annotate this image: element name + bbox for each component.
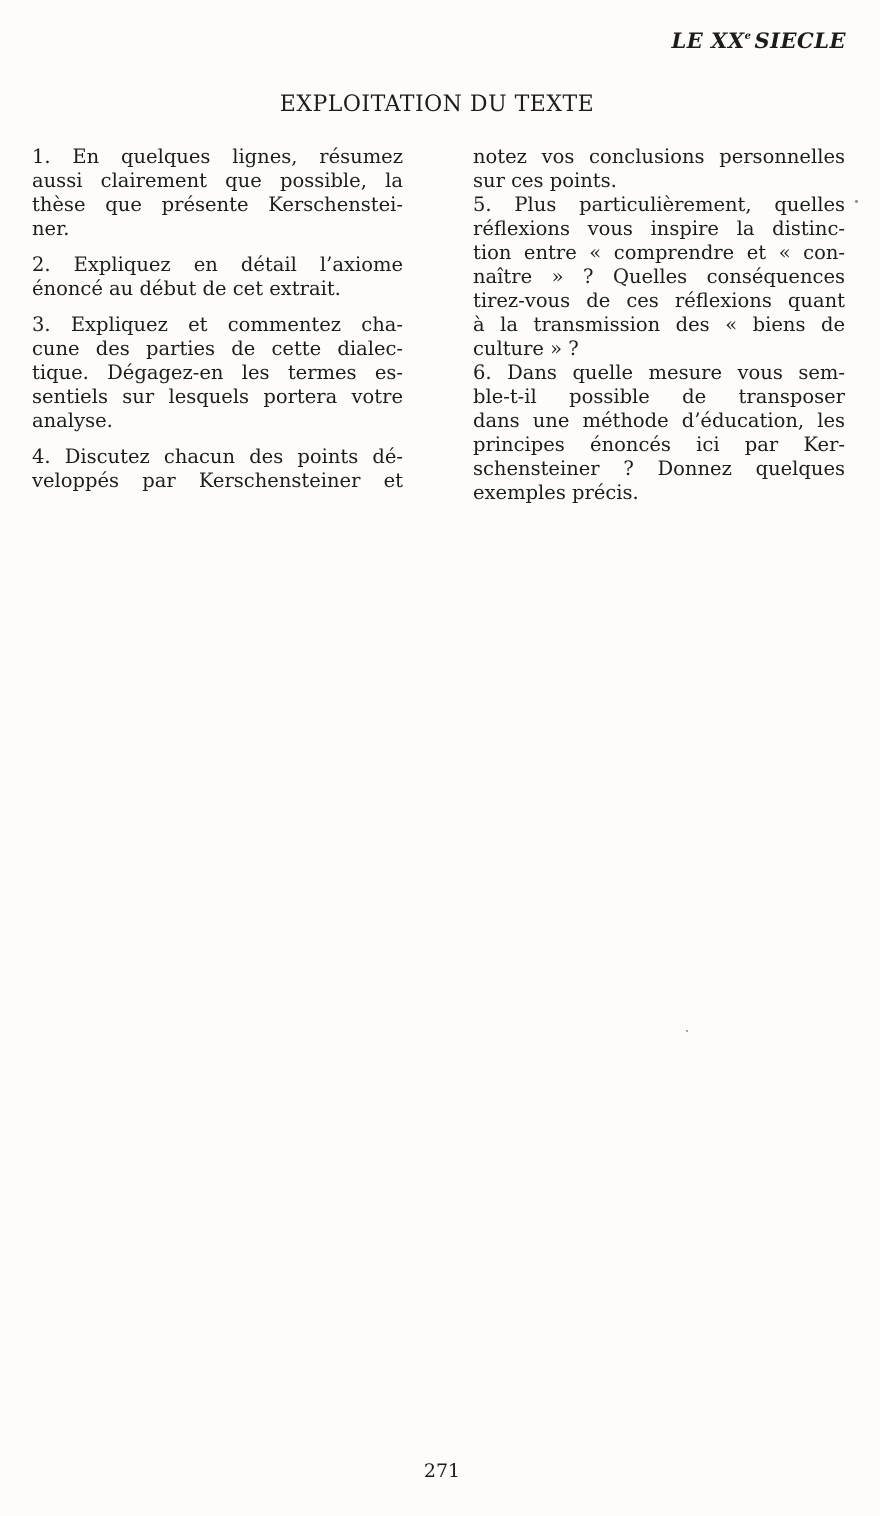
- text-line: exemples précis.: [473, 481, 639, 504]
- section-title: EXPLOITATION DU TEXTE: [279, 92, 595, 117]
- text-line: sur ces points.: [473, 169, 617, 192]
- question-6: [473, 361, 845, 505]
- question-4: [32, 445, 403, 493]
- text-line: tion entre « comprendre et « con-: [473, 241, 845, 264]
- paper-speck: [686, 1030, 688, 1032]
- text-line: tique. Dégagez-en les termes es-: [32, 361, 403, 384]
- text-line: 5. Plus particulièrement, quelles: [473, 193, 845, 216]
- running-head: [671, 28, 846, 53]
- text-line: notez vos conclusions personnelles: [473, 145, 845, 168]
- text-line: 1. En quelques lignes, résumez: [32, 145, 403, 168]
- text-line: sentiels sur lesquels portera votre: [32, 385, 403, 408]
- page-number: 271: [423, 1460, 461, 1482]
- text-line: veloppés par Kerschensteiner et: [32, 469, 403, 492]
- running-head-suffix: SIECLE: [754, 28, 846, 53]
- question-2: [32, 253, 403, 301]
- text-line: culture » ?: [473, 337, 579, 360]
- text-line: énoncé au début de cet extrait.: [32, 277, 341, 300]
- text-line: ble-t-il possible de transposer: [473, 385, 845, 408]
- text-line: dans une méthode d’éducation, les: [473, 409, 845, 432]
- running-head-prefix: LE XX: [671, 28, 745, 53]
- question-3: [32, 313, 403, 433]
- question-5: [473, 193, 845, 361]
- text-line: 3. Expliquez et commentez cha-: [32, 313, 403, 336]
- text-line: cune des parties de cette dialec-: [32, 337, 403, 360]
- text-line: à la transmission des « biens de: [473, 313, 845, 336]
- text-line: réflexions vous inspire la distinc-: [473, 217, 845, 240]
- question-1: [32, 145, 403, 241]
- text-line: naître » ? Quelles conséquences: [473, 265, 845, 288]
- paper-speck: [855, 200, 858, 203]
- text-line: principes énoncés ici par Ker-: [473, 433, 845, 456]
- text-line: 6. Dans quelle mesure vous sem-: [473, 361, 845, 384]
- text-line: aussi clairement que possible, la: [32, 169, 403, 192]
- text-line: tirez-vous de ces réflexions quant: [473, 289, 845, 312]
- text-line: 4. Discutez chacun des points dé-: [32, 445, 403, 468]
- text-line: schensteiner ? Donnez quelques: [473, 457, 845, 480]
- running-head-superscript: e: [744, 31, 752, 42]
- left-column: [32, 145, 403, 505]
- question-4-continued: [473, 145, 845, 193]
- text-line: thèse que présente Kerschenstei-: [32, 193, 403, 216]
- text-line: ner.: [32, 217, 70, 240]
- text-line: analyse.: [32, 409, 113, 432]
- text-line: 2. Expliquez en détail l’axiome: [32, 253, 403, 276]
- right-column: [473, 145, 845, 505]
